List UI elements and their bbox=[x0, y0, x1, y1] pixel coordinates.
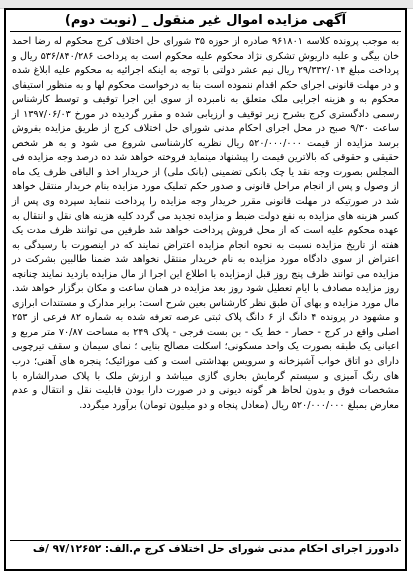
notice-title: آگهی مزایده اموال غیر منقول _ (نوبت دوم) bbox=[10, 11, 401, 32]
notice-signature: دادورز اجرای احکام مدنی شورای حل اختلاف کرج م.الف: ۹۷/۱۲۶۵۲ /ف bbox=[32, 543, 399, 555]
notice-body: به موجب پرونده کلاسه ۹۶۱۸۰۱ صادره از حوزه ۳۵ شورای حل اختلاف کرج محکوم له رضا احمد خان بیگی و علیه داریوش تشکری نژاد محکوم علیه محکوم است به پرداخت ۵۳۶/۸۴۰/۲۸۶ ریال و پرداخت مبلغ ۲۹/۳۳۲/۰۱۴ ریال نیم عشر دولتی با توجه به اینکه اجرائیه به محکوم علیه ابلاغ شده و در مهلت قانونی اجرای حکم اقدام ننموده است بنا به درخواست محکوم لها و به منظور استیفای محکوم به و هزینه اجرایی ملک متعلق به نامبرده از سوی این اجرا توقیف و توسط کارشناس رسمی دادگستری کرج بشرح زیر توقیف و ارزیابی شده و مقرر گردیده در مورخ ۱۳۹۷/۰۶/۰۳ از ساعت ۹/۳۰ صبح در محل اجرای احکام مدنی شورای حل اختلاف کرج از طریق مزایده بفروش برسد مزایده از قیمت ۵۲۰/۰۰۰/۰۰۰ ریال نظریه کارشناسی شروع می شود و به هر شخص حقیقی و حقوقی که بالاترین قیمت را پیشنهاد مینماید فروخته خواهد شد ده درصد وجه مزایده فی المجلس بصورت وجه نقد یا چک بانکی تضمینی (بانک ملی) از خریدار اخذ و الباقی ظرف یک ماه از وصول و پس از انجام مراحل قانونی و صدور حکم تملیک مورد مزایده بنام خریدار منتقل خواهد شد در صورتیکه در مهلت قانونی مقرر خریدار وجه مزایده را پرداخت ننماید سپرده وی پس از کسر هزینه های مزایده به نفع دولت ضبط و مزایده تجدید می گردد کلیه هزینه های نقل و انتقال به عهده محکوم علیه است که از محل فروش پرداخت خواهد شد طرفین می توانند ظرف مدت یک هفته از تاریخ مزایده نسبت به نحوه انجام مزایده اعتراض نمایند که در اینصورت با رسیدگی به اعتراض از سوی دادگاه مورد مزایده به نام خریدار منتقل نخواهد شد ضمنا طالبین بشرکت در مزایده می توانند ظرف پنج روز قبل ازمزایده با اطلاع این اجرا از مال مزایده بازدید نمایند چنانچه روز مزایده مصادف با ایام تعطیل شود روز بعد مزایده در همان ساعت و مکان برگزار خواهد شد. مال مورد مزایده و بهای آن طبق نظر کارشناس بعین شرح است: برابر مدارک و مستندات ابرازی و مشهود در پرونده ۴ دانگ از ۶ دانگ پلاک ثبتی عرصه تعرفه شده به شماره ۸۲ فرعی از ۲۵۳ اصلی واقع در کرج - حصار - خط یک - بن بست فرجی - پلاک ۲۴۹ به مساحت ۷۰/۸۷ متر مربع و اعیانی یک طبقه بصورت یک واحد مسکونی؛ اسکلت مصالح بنایی ؛ نمای سیمان و سقف تیرچوبی دارای دو اتاق خواب آشپزخانه و سرویس بهداشتی است و کف موزائیک؛ پنجره های آهنی؛ درب های رنگ آمیزی و سیستم گرمایش بخاری گازی میباشد و ارزش ملک با پلاک صدرالشاره با مشخصات فوق و بدون لحاظ هر گونه دیونی و در صورت دارا بودن قابلیت نقل و انتقال و عدم معارض بمبلغ ۵۲۰/۰۰۰/۰۰۰ ریال (معادل پنجاه و دو میلیون تومان) برآورد میگردد. bbox=[12, 36, 400, 411]
auction-notice-box bbox=[4, 8, 407, 571]
